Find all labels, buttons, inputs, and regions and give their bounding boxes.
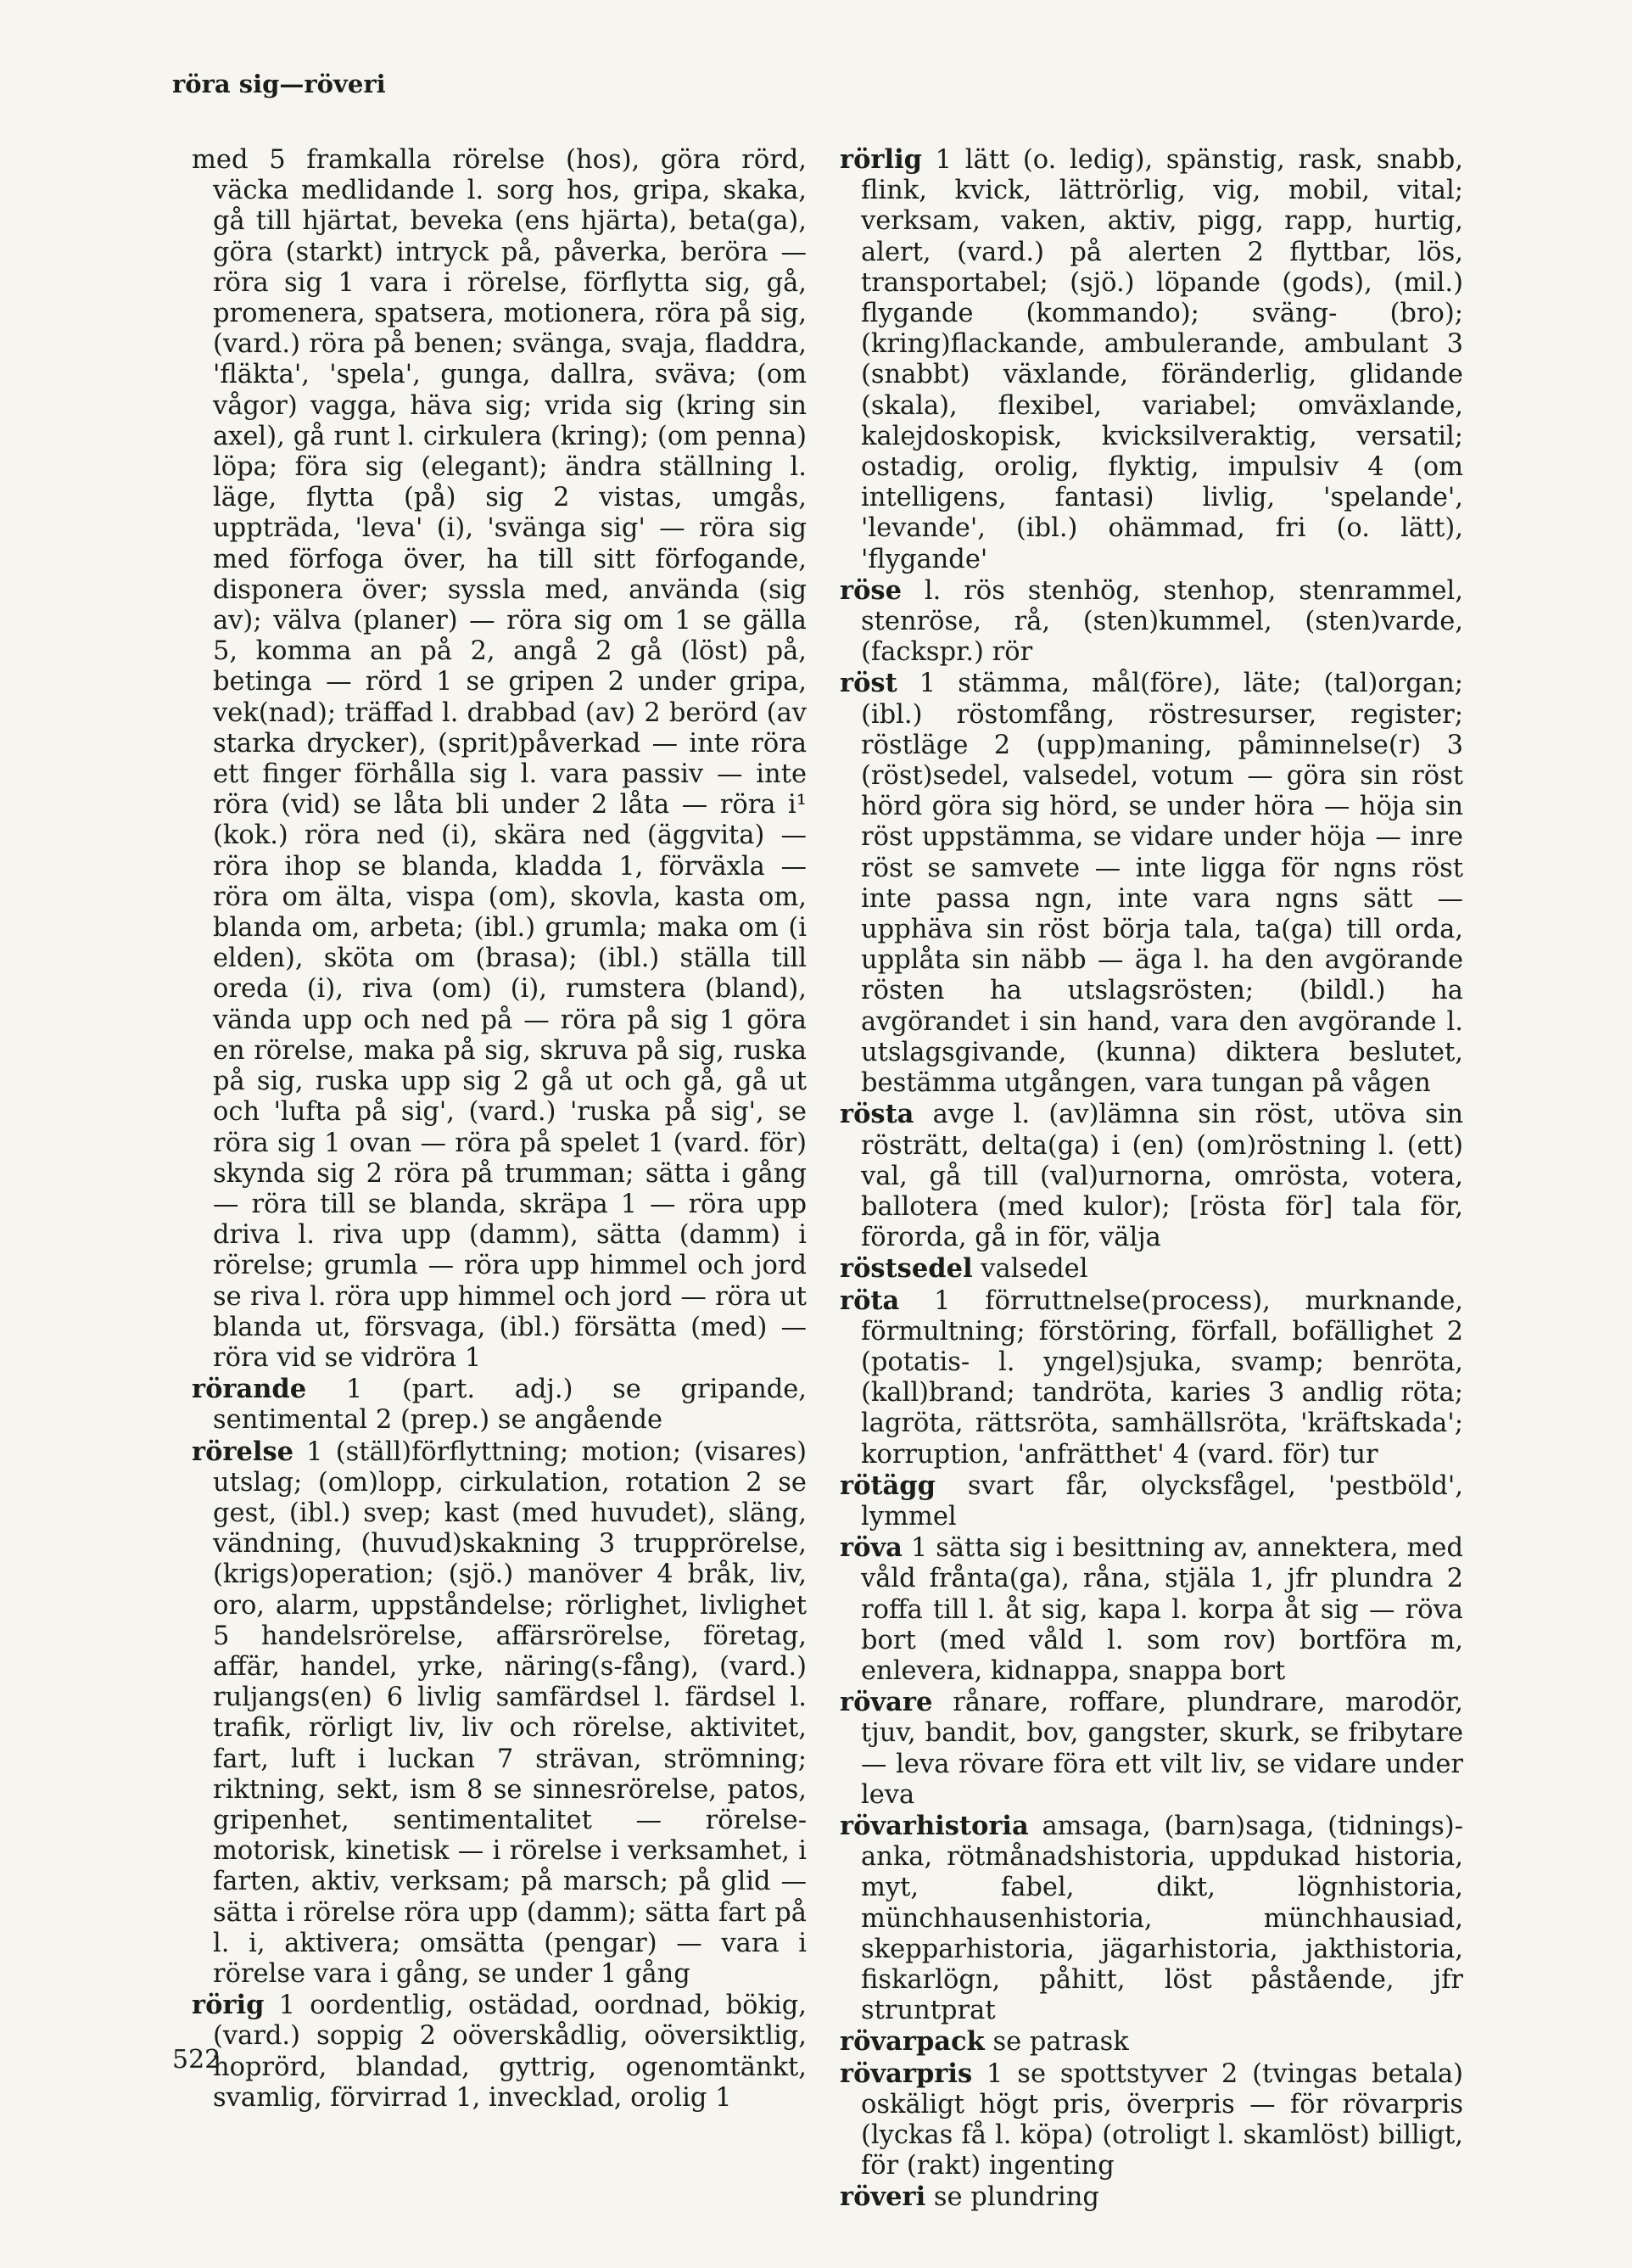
entry-rotagg xyxy=(840,1470,1463,1532)
headword: rörelse xyxy=(192,1436,294,1467)
headword: rövarpack xyxy=(840,2026,985,2058)
headword: rösta xyxy=(840,1099,914,1130)
entry-rorlig xyxy=(840,144,1463,575)
entry-rovarpack xyxy=(840,2026,1463,2058)
definition: amsaga, (barn)saga, (tidnings)-anka, rötmånadshistoria, uppdukad historia, myt, fabel, dikt, lögnhistoria, münchhausenhistoria, münchhausiad, skepparhistoria, jägarhistoria, jakthistoria, fiskarlögn, påhitt, löst påstående, jfr struntprat xyxy=(861,1811,1463,2026)
entry-rosta xyxy=(840,1099,1463,1253)
headword: röveri xyxy=(840,2181,926,2213)
headword: röstsedel xyxy=(840,1253,973,1285)
headword: rörande xyxy=(192,1374,307,1405)
definition: med 5 framkalla rörelse (hos), göra rörd, väcka medlidande l. sorg hos, gripa, skaka, gå till hjärtat, beveka (ens hjärta), beta(ga), göra (starkt) intryck på, påverka, beröra — röra sig 1 vara i rörelse, förflytta sig, gå, promenera, spatsera, motionera, röra på sig, (vard.) röra på benen; svänga, svaja, fladdra, 'fläkta', 'spela', gunga, dallra, sväva; (om vågor) vagga, häva sig; vrida sig (kring sin axel), gå runt l. cirkulera (kring); (om penna) löpa; föra sig (elegant); ändra ställning l. läge, flytta (på) sig 2 vistas, umgås, uppträda, 'leva' (i), 'svänga sig' — röra sig med förfoga över, ha till sitt förfogande, disponera över; syssla med, använda (sig av); välva (planer) — röra sig om 1 se gälla 5, komma an på 2, angå 2 gå (löst) på, betinga — rörd 1 se gripen 2 under gripa, vek(nad); träffad l. drabbad (av) 2 berörd (av starka drycker), (sprit)påverkad — inte röra ett finger förhålla sig l. vara passiv — inte röra (vid) se låta bli under 2 låta — röra i¹ (kok.) röra ned (i), skära ned (äggvita) — röra ihop se blanda, kladda 1, förväxla — röra om älta, vispa (om), skovla, kasta om, blanda om, arbeta; (ibl.) grumla; maka om (i elden), sköta om (brasa); (ibl.) ställa till oreda (i), riva (om) (i), rumstera (bland), vända upp och ned på — röra på sig 1 göra en rörelse, maka på sig, skruva på sig, ruska på sig, ruska upp sig 2 gå ut och gå, gå ut och 'lufta på sig', (vard.) 'ruska på sig', se röra sig 1 ovan — röra på spelet 1 (vard. för) skynda sig 2 röra på trumman; sätta i gång — röra till se blanda, skräpa 1 — röra upp driva l. riva upp (damm), sätta (damm) i rörelse; grumla — röra upp himmel och jord se riva l. röra upp himmel och jord — röra ut blanda ut, försvaga, (ibl.) försätta (med) — röra vid se vidröra 1 xyxy=(192,145,807,1373)
entry-rovare xyxy=(840,1687,1463,1811)
entry-rostsedel xyxy=(840,1253,1463,1285)
definition: l. rös stenhög, stenhop, stenrammel, stenröse, rå, (sten)kummel, (sten)varde, (fackspr.) rör xyxy=(861,575,1463,668)
page-number: 522 xyxy=(172,2045,221,2075)
headword: rörig xyxy=(192,1990,265,2021)
right-column xyxy=(840,144,1463,2214)
definition: 1 förruttnelse(process), murknande, förmultning; förstöring, förfall, bofällighet 2 (potatis- l. yngel)sjuka, svamp; benröta, (kall)brand; tandröta, karies 3 andlig röta; lagröta, rättsröta, samhällsröta, 'kräftskada'; korruption, 'anfrätthet' 4 (vard. för) tur xyxy=(861,1285,1463,1470)
entry-rovarpris xyxy=(840,2058,1463,2182)
entry-rorelse xyxy=(192,1436,807,1991)
definition: se patrask xyxy=(984,2027,1129,2058)
definition: 1 oordentlig, ostädad, oordnad, bökig, (vard.) soppig 2 oöverskådlig, oöversiktlig, hoprörd, blandad, gyttrig, ogenomtänkt, svamlig, förvirrad 1, invecklad, orolig 1 xyxy=(213,1991,807,2113)
definition: svart får, olycksfågel, 'pestböld', lymmel xyxy=(861,1470,1463,1532)
left-column xyxy=(192,144,807,2114)
headword: röst xyxy=(840,668,897,699)
entry-rota xyxy=(840,1285,1463,1470)
headword: röta xyxy=(840,1285,900,1316)
entry-rost xyxy=(840,668,1463,1099)
entry-rovarhistoria xyxy=(840,1811,1463,2026)
definition: 1 (ställ)förflyttning; motion; (visares) utslag; (om)lopp, cirkulation, rotation 2 se gest, (ibl.) svep; kast (med huvudet), släng, vändning, (huvud)skakning 3 trupprörelse, (krigs)operation; (sjö.) manöver 4 bråk, liv, oro, alarm, uppståndelse; rörlighet, livlighet 5 handelsrörelse, affärsrörelse, företag, affär, handel, yrke, näring(s-fång), (vard.) ruljangs(en) 6 livlig samfärdsel l. färdsel l. trafik, rörligt liv, liv och rörelse, aktivitet, fart, luft i luckan 7 strävan, strömning; riktning, sekt, ism 8 se sinnesrörelse, patos, gripenhet, sentimentalitet — rörelse- motorisk, kinetisk — i rörelse i verksamhet, i farten, aktiv, verksam; på marsch; på glid — sätta i rörelse röra upp (damm); sätta fart på l. i, aktivera; omsätta (pengar) — vara i rörelse vara i gång, se under 1 gång xyxy=(213,1436,807,1989)
running-head: röra sig—röveri xyxy=(172,70,386,98)
definition: 1 sätta sig i besittning av, annektera, med våld frånta(ga), råna, stjäla 1, jfr plundra 2 roffa till l. åt sig, kapa l. korpa åt sig — röva bort (med våld l. som rov) bortföra m, enlevera, kidnappa, snappa bort xyxy=(861,1533,1463,1686)
definition: 1 stämma, mål(före), läte; (tal)organ; (ibl.) röstomfång, röstresurser, register; röstläge 2 (upp)maning, påminnelse(r) 3 (röst)sedel, valsedel, votum — göra sin röst hörd göra sig hörd, se under höra — höja sin röst uppstämma, se vidare under höja — inre röst se samvete — inte ligga för ngns röst inte passa ngn, inte vara ngns sätt — upphäva sin röst börja tala, ta(ga) till orda, upplåta sin näbb — äga l. ha den avgörande rösten ha utslagsrösten; (bildl.) ha avgörandet i sin hand, vara den avgörande l. utslagsgivande, (kunna) diktera beslutet, bestämma utgången, vara tungan på vågen xyxy=(861,669,1463,1099)
headword: rövarpris xyxy=(840,2058,973,2089)
definition: rånare, roffare, plundrare, marodör, tjuv, bandit, bov, gangster, skurk, se fribytare — leva rövare föra ett vilt liv, se vidare under leva xyxy=(861,1688,1463,1810)
entry-rorig xyxy=(192,1990,807,2114)
definition: 1 lätt (o. ledig), spänstig, rask, snabb, flink, kvick, lättrörlig, vig, mobil, vital; verksam, vaken, aktiv, pigg, rapp, hurtig, alert, (vard.) på alerten 2 flyttbar, lös, transportabel; (sjö.) löpande (gods), (mil.) flygande (kommando); sväng- (bro); (kring)flackande, ambulerande, ambulant 3 (snabbt) växlande, föränderlig, glidande (skala), flexibel, variabel; omväxlande, kalejdoskopisk, kvicksilveraktig, versatil; ostadig, orolig, flyktig, impulsiv 4 (om intelligens, fantasi) livlig, 'spelande', 'levande', (ibl.) ohämmad, fri (o. lätt), 'flygande' xyxy=(861,145,1463,574)
definition: se plundring xyxy=(925,2182,1099,2213)
definition: avge l. (av)lämna sin röst, utöva sin rösträtt, delta(ga) i (en) (om)röstning l. (ett) val, gå till (val)urnorna, omrösta, votera, ballotera (med kulor); [rösta för] tala för, förorda, gå in för, välja xyxy=(861,1100,1463,1253)
entry-roveri xyxy=(840,2181,1463,2213)
headword: rötägg xyxy=(840,1470,936,1501)
entry-rorande xyxy=(192,1374,807,1436)
definition: 1 (part. adj.) se gripande, sentimental 2 (prep.) se angående xyxy=(213,1375,807,1436)
entry-rose xyxy=(840,575,1463,669)
entry-rova xyxy=(840,1532,1463,1687)
definition: 1 se spottstyver 2 (tvingas betala) oskäligt högt pris, överpris — för rövarpris (lyckas få l. köpa) (otroligt l. skamlöst) billigt, för (rakt) ingenting xyxy=(861,2058,1463,2181)
headword: röse xyxy=(840,574,902,606)
entry-continuation xyxy=(192,144,807,1374)
headword: rövare xyxy=(840,1687,933,1718)
headword: rörlig xyxy=(840,144,922,175)
headword: röva xyxy=(840,1532,903,1564)
definition: valsedel xyxy=(972,1254,1088,1285)
headword: rövarhistoria xyxy=(840,1810,1029,1841)
